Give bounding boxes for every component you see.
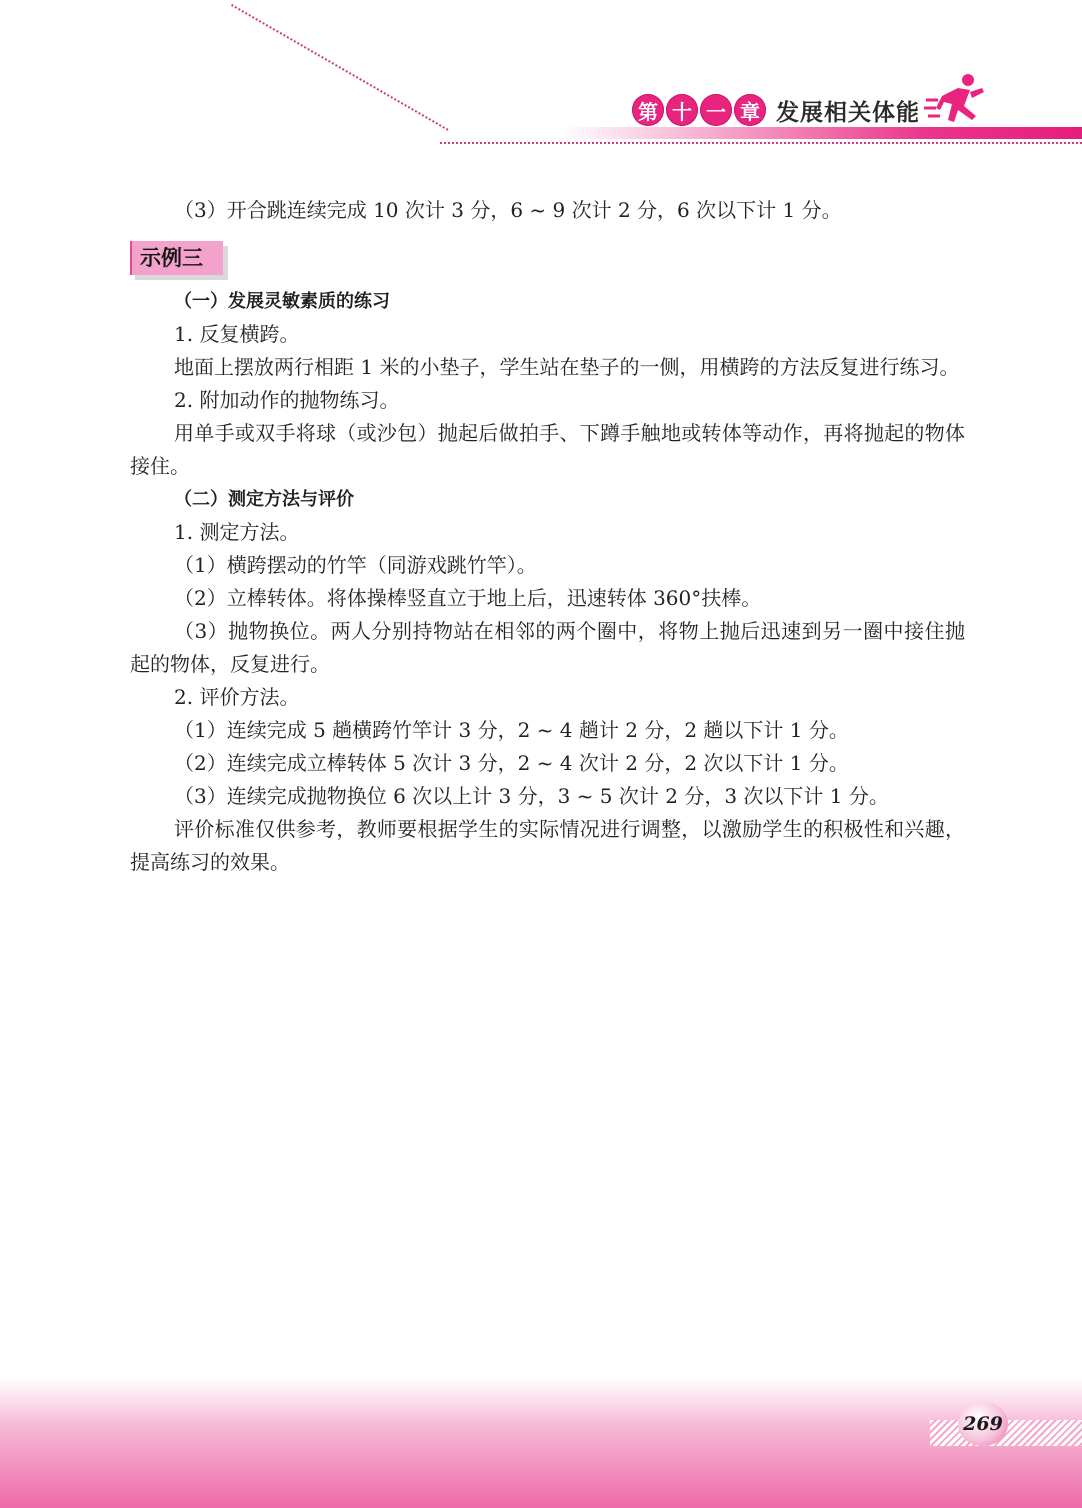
chapter-title: 发展相关体能 — [776, 99, 920, 126]
paragraph-3: 2. 附加动作的抛物练习。 — [174, 388, 400, 412]
header-diagonal-dotted-line — [230, 4, 449, 132]
paragraph-13: 评价标准仅供参考，教师要根据学生的实际情况进行调整，以激励学生的积极性和兴趣，提高练习的效果。 — [130, 817, 965, 874]
runner-icon — [924, 70, 990, 134]
section-title-box: 示例三 — [130, 241, 223, 275]
chapter-heading — [632, 90, 920, 130]
paragraph-11: （2）连续完成立棒转体 5 次计 3 分，2 ~ 4 次计 2 分，2 次以下计 1 分。 — [174, 751, 849, 775]
paragraph-4: 用单手或双手将球（或沙包）抛起后做拍手、下蹲手触地或转体等动作，再将抛起的物体接住。 — [130, 421, 965, 478]
chapter-char-4: 章 — [734, 94, 766, 126]
subheading-2: （二）测定方法与评价 — [174, 489, 354, 510]
paragraph-5: 1. 测定方法。 — [174, 520, 300, 544]
paragraph-2: 地面上摆放两行相距 1 米的小垫子，学生站在垫子的一侧，用横跨的方法反复进行练习。 — [174, 355, 960, 379]
paragraph-9: 2. 评价方法。 — [174, 685, 300, 709]
main-content — [130, 194, 965, 879]
intro-paragraph: （3）开合跳连续完成 10 次计 3 分，6 ~ 9 次计 2 分，6 次以下计 1 分。 — [174, 198, 842, 222]
paragraph-8: （3）抛物换位。两人分别持物站在相邻的两个圈中，将物上抛后迅速到另一圈中接住抛起的物体，反复进行。 — [130, 619, 965, 676]
footer-gradient — [0, 1378, 1082, 1508]
chapter-char-1: 第 — [632, 94, 664, 126]
paragraph-7: （2）立棒转体。将体操棒竖直立于地上后，迅速转体 360°扶棒。 — [174, 586, 762, 610]
paragraph-10: （1）连续完成 5 趟横跨竹竿计 3 分，2 ~ 4 趟计 2 分，2 趟以下计 1 分。 — [174, 718, 849, 742]
paragraph-1: 1. 反复横跨。 — [174, 322, 300, 346]
page-number: 269 — [958, 1402, 1008, 1446]
chapter-char-3: 一 — [700, 94, 732, 126]
chapter-char-2: 十 — [666, 94, 698, 126]
subheading-1: （一）发展灵敏素质的练习 — [174, 291, 390, 312]
header-dotted-line — [440, 142, 1082, 144]
paragraph-12: （3）连续完成抛物换位 6 次以上计 3 分，3 ~ 5 次计 2 分，3 次以下计 1 分。 — [174, 784, 889, 808]
paragraph-6: （1）横跨摆动的竹竿（同游戏跳竹竿）。 — [174, 553, 537, 577]
